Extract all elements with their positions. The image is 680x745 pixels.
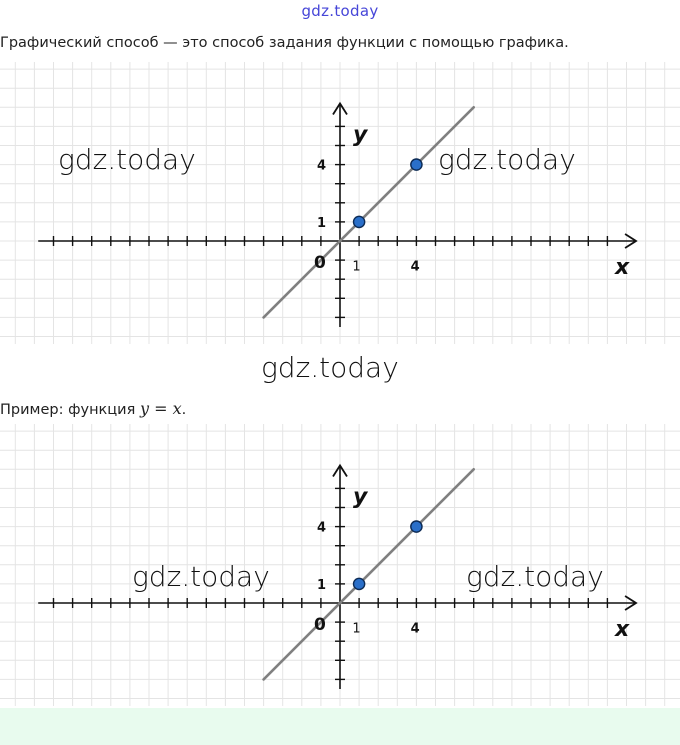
y-tick-label: 1 — [317, 215, 327, 231]
x-tick-label: 4 — [410, 621, 420, 637]
x-tick-label: 4 — [410, 259, 420, 275]
y-tick-label: 4 — [317, 520, 327, 536]
x-axis-label: x — [615, 255, 630, 280]
function-line — [264, 107, 474, 317]
site-title[interactable]: gdz.today — [301, 2, 379, 20]
example-paragraph — [0, 399, 186, 418]
example-prefix: Пример: функция — [0, 402, 140, 418]
x-axis-label: x — [615, 617, 630, 642]
example-rhs: x — [172, 399, 182, 418]
y-tick-label: 1 — [317, 577, 327, 593]
watermark: gdz.today — [466, 560, 604, 593]
origin-label: 0 — [314, 253, 326, 273]
function-line — [264, 469, 474, 679]
x-tick-label: 1 — [352, 259, 361, 275]
example-lhs: y — [139, 399, 149, 418]
data-point — [354, 578, 365, 589]
x-tick-label: 1 — [352, 621, 361, 637]
example-equals: = — [148, 399, 173, 418]
watermark: gdz.today — [58, 143, 196, 176]
origin-label: 0 — [314, 615, 326, 635]
y-axis-label: y — [353, 484, 368, 510]
answer-panel — [0, 708, 680, 745]
y-axis-label: y — [353, 122, 368, 148]
example-suffix: . — [181, 402, 187, 418]
watermark: gdz.today — [261, 351, 399, 384]
data-point — [411, 159, 422, 170]
data-point — [411, 521, 422, 532]
data-point — [354, 216, 365, 227]
y-tick-label: 4 — [317, 158, 327, 174]
watermark: gdz.today — [132, 560, 270, 593]
function-graph-1 — [0, 62, 680, 344]
watermark: gdz.today — [438, 143, 576, 176]
definition-paragraph: Графический способ — это способ задания функции с помощью графика. — [0, 35, 569, 51]
